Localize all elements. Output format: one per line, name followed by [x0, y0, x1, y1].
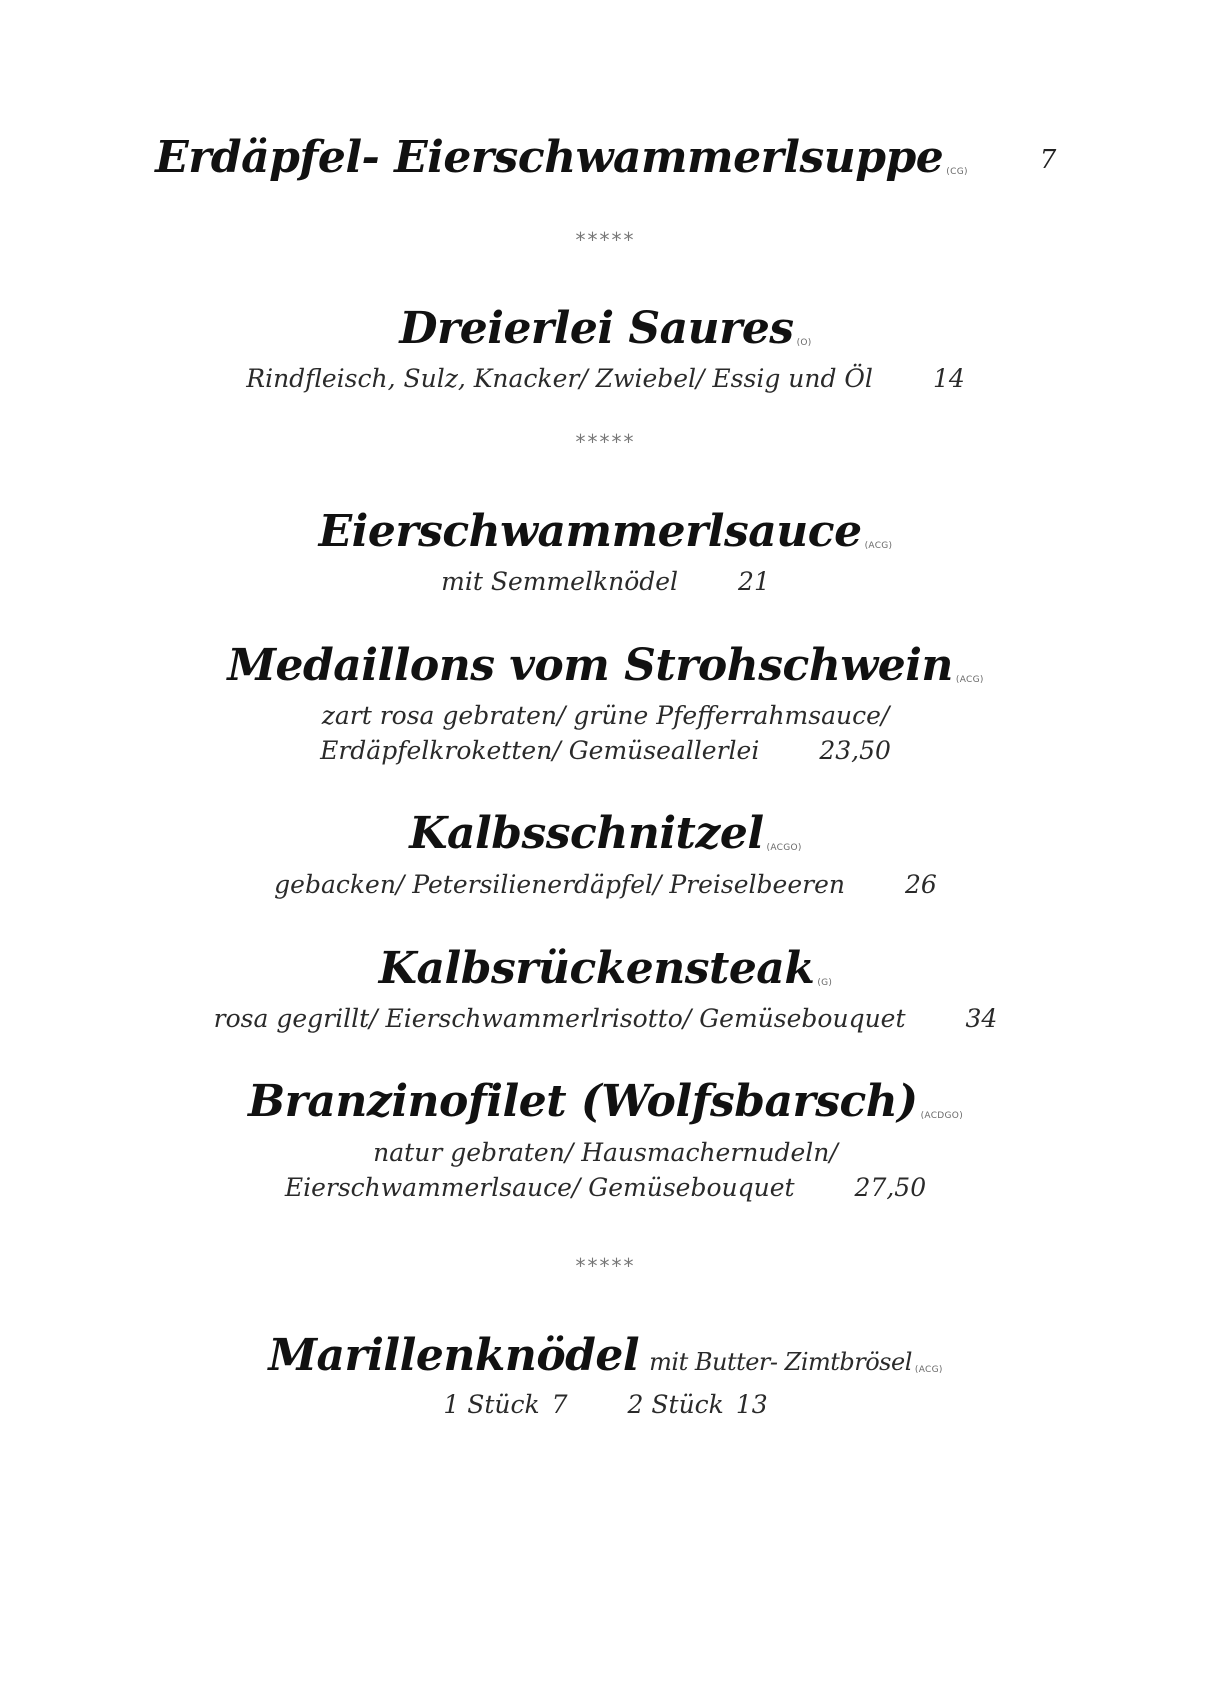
- starter-title: [0, 303, 1211, 354]
- main-4-description-line: [0, 1004, 1211, 1033]
- main-4-description: rosa gegrillt/ Eierschwammerlrisotto/ Gemüsebouquet: [213, 1004, 906, 1033]
- main-2-name: Medaillons vom Strohschwein: [227, 640, 953, 691]
- main-4-name: Kalbsrückensteak: [378, 943, 815, 994]
- main-2-description-line-2: [0, 736, 1211, 765]
- main-5-name: Branzinofilet (Wolfsbarsch): [247, 1076, 918, 1127]
- main-2-allergens: (ACG): [955, 675, 984, 685]
- starter-description: Rindfleisch, Sulz, Knacker/ Zwiebel/ Essig und Öl: [246, 364, 873, 393]
- main-4-price: 34: [965, 1004, 998, 1033]
- dessert-options-line: [0, 1390, 1211, 1419]
- main-1-description: mit Semmelknödel: [441, 567, 679, 596]
- main-1-price: 21: [738, 567, 770, 596]
- main-5-description-line-1: [0, 1138, 1211, 1167]
- soup-item: [0, 132, 1211, 183]
- dessert-option-1-label: 1 Stück: [443, 1390, 540, 1419]
- dessert-option-1-price: 7: [551, 1390, 568, 1419]
- dessert-option-2-price: 13: [735, 1390, 768, 1419]
- main-3-name: Kalbsschnitzel: [409, 808, 764, 859]
- starter-allergens: (O): [796, 338, 812, 348]
- main-1-name: Eierschwammerlsauce: [318, 506, 862, 557]
- dessert-title: [0, 1330, 1211, 1381]
- main-3-allergens: (ACGO): [766, 843, 802, 853]
- main-2-description-1: zart rosa gebraten/ grüne Pfefferrahmsauce/: [321, 701, 890, 730]
- dessert-name: Marillenknödel: [268, 1330, 640, 1381]
- dessert-option-2-label: 2 Stück: [627, 1390, 724, 1419]
- main-5-allergens: (ACDGO): [920, 1111, 964, 1121]
- separator-2: *****: [575, 430, 636, 454]
- main-1-title: [0, 506, 1211, 557]
- main-5-title: [0, 1076, 1211, 1127]
- soup-price: 7: [1039, 145, 1056, 175]
- soup-name: Erdäpfel- Eierschwammerlsuppe: [155, 132, 944, 183]
- main-3-description: gebacken/ Petersilienerdäpfel/ Preiselbeeren: [274, 870, 845, 899]
- separator-1: *****: [575, 228, 636, 252]
- main-5-price: 27,50: [854, 1173, 927, 1202]
- main-5-description-line-2: [0, 1173, 1211, 1202]
- main-4-title: [0, 943, 1211, 994]
- main-3-title: [0, 808, 1211, 859]
- separator-3: *****: [575, 1254, 636, 1278]
- starter-price: 14: [932, 364, 965, 393]
- main-3-price: 26: [905, 870, 937, 899]
- starter-name: Dreierlei Saures: [399, 303, 794, 354]
- main-1-allergens: (ACG): [864, 541, 893, 551]
- main-2-title: [0, 640, 1211, 691]
- main-5-description-1: natur gebraten/ Hausmachernudeln/: [373, 1138, 838, 1167]
- main-3-description-line: [0, 870, 1211, 899]
- main-1-description-line: [0, 567, 1211, 596]
- main-2-description-2: Erdäpfelkroketten/ Gemüseallerlei: [320, 736, 760, 765]
- main-5-description-2: Eierschwammerlsauce/ Gemüsebouquet: [284, 1173, 795, 1202]
- starter-description-line: [0, 364, 1211, 393]
- main-2-description-line-1: [0, 701, 1211, 730]
- soup-allergens: (CG): [946, 167, 968, 177]
- dessert-allergens: (ACG): [914, 1365, 943, 1375]
- main-2-price: 23,50: [819, 736, 891, 765]
- dessert-description: mit Butter- Zimtbrösel: [649, 1348, 912, 1376]
- main-4-allergens: (G): [817, 978, 833, 988]
